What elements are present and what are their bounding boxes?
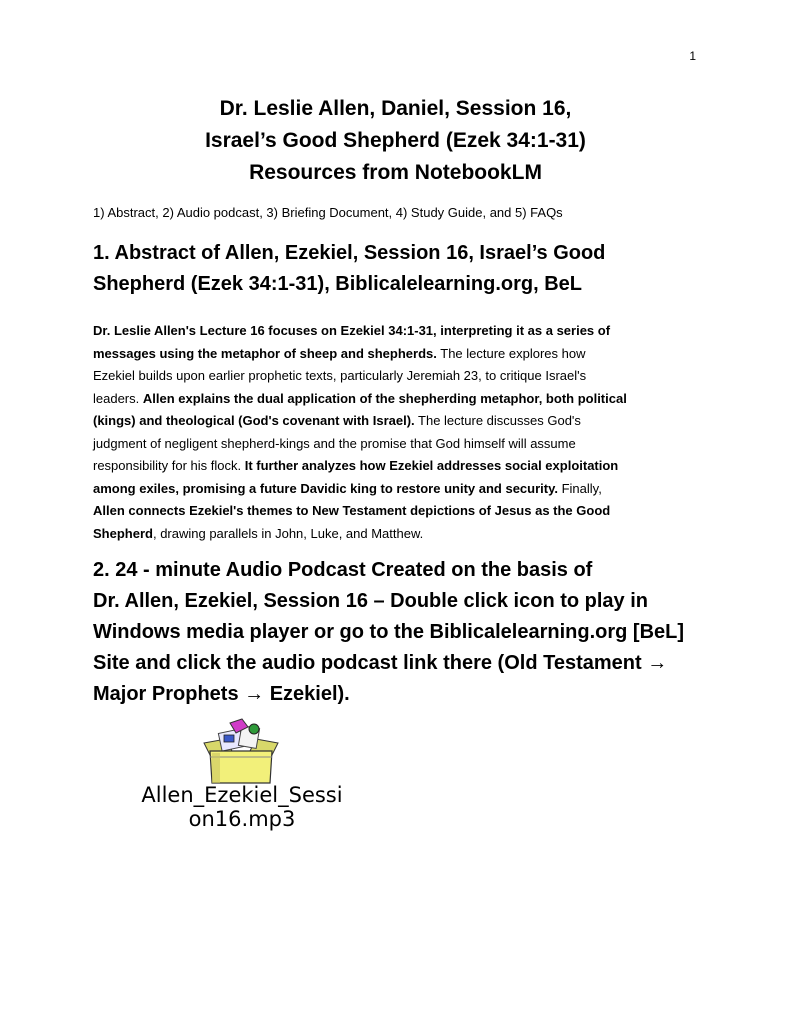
section-1-heading	[93, 238, 605, 300]
abstract-text: Allen explains the dual application of the shepherding metaphor, both political	[142, 390, 627, 406]
abstract-text: responsibility for his flock.	[93, 458, 245, 473]
abstract-text: judgment of negligent shepherd-kings and the promise that God himself will assume	[93, 435, 576, 451]
audio-file-label-line-2: on16.mp3	[188, 807, 296, 831]
title-line-3: Resources from NotebookLM	[249, 161, 542, 184]
abstract-text: among exiles, promising a future Davidic king to restore unity and security.	[93, 480, 558, 496]
abstract-text: Finally,	[557, 480, 602, 496]
abstract-text: Ezekiel builds upon earlier prophetic texts, particularly Jeremiah 23, to critique Israel's	[93, 368, 587, 383]
audio-file-label-line-1: Allen_Ezekiel_Sessi	[141, 783, 343, 807]
abstract-text: Dr. Leslie Allen's Lecture 16 focuses on Ezekiel 34:1-31, interpreting it as a series of	[93, 323, 611, 338]
section-2-heading-line-1: 2. 24 - minute Audio Podcast Created on the basis of	[93, 559, 593, 581]
abstract-text: It further analyzes how Ezekiel addresses social exploitation	[244, 458, 619, 473]
section-2-heading-line-4: Site and click the audio podcast link there (Old Testament	[93, 652, 648, 674]
abstract-text: , drawing parallels in John, Luke, and Matthew.	[152, 525, 424, 541]
page-title	[0, 93, 791, 189]
section-1-heading-line-1: 1. Abstract of Allen, Ezekiel, Session 16, Israel’s Good	[93, 242, 606, 264]
abstract-text: leaders.	[93, 390, 143, 406]
abstract-text: Allen connects Ezekiel's themes to New Testament depictions of Jesus as the Good	[93, 503, 611, 518]
abstract-text: The lecture explores how	[436, 345, 586, 361]
abstract-text: Shepherd	[93, 525, 153, 541]
abstract-paragraph	[93, 320, 713, 545]
section-2-heading	[93, 555, 684, 710]
arrow-right-icon: →	[647, 652, 668, 674]
section-1-heading-line-2: Shepherd (Ezek 34:1-31), Biblicalelearning.org, BeL	[93, 273, 583, 295]
title-line-2: Israel’s Good Shepherd (Ezek 34:1-31)	[205, 129, 586, 152]
section-2-heading-line-2: Dr. Allen, Ezekiel, Session 16 – Double click icon to play in	[93, 590, 648, 612]
title-line-1: Dr. Leslie Allen, Daniel, Session 16,	[219, 97, 572, 120]
audio-file-label[interactable]	[97, 783, 387, 831]
contents-line: 1) Abstract, 2) Audio podcast, 3) Briefing Document, 4) Study Guide, and 5) FAQs	[93, 205, 563, 220]
section-2-heading-line-5b: Ezekiel).	[264, 683, 350, 705]
abstract-text: The lecture discusses God's	[414, 413, 581, 428]
abstract-text: (kings) and theological (God's covenant with Israel).	[93, 413, 415, 428]
arrow-right-icon: →	[244, 683, 265, 705]
page-number: 1	[689, 49, 696, 63]
abstract-text: messages using the metaphor of sheep and shepherds.	[93, 345, 437, 361]
section-2-heading-line-3: Windows media player or go to the Biblicalelearning.org [BeL]	[93, 621, 685, 643]
section-2-heading-line-5a: Major Prophets	[93, 683, 245, 705]
package-installer-icon[interactable]	[196, 717, 286, 785]
